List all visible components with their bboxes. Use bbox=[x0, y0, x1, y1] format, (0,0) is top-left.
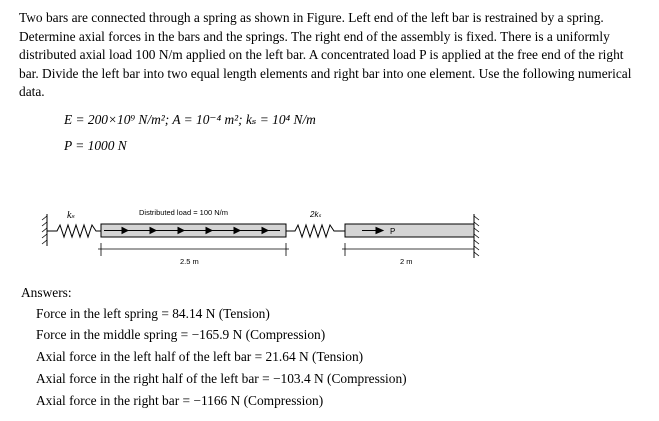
problem-text: Two bars are connected through a spring as shown in Figure. Left end of the left bar is restrained by a spring. Determine axial forces in the bars and the springs. The right end of the assembly is fixed. There is a uniformly distributed axial load 100 N/m applied on the left bar. A concentrated load P is applied at the free end of the right bar. Divide the left bar into two equal length elements and right bar into one element. Use the following numerical data. bbox=[19, 10, 632, 100]
left-bar-dimension-line bbox=[98, 243, 289, 256]
answers-heading: Answers: bbox=[21, 285, 72, 300]
right-bar-dimension-line bbox=[342, 243, 474, 256]
left-spring bbox=[47, 225, 101, 237]
right-wall bbox=[474, 214, 479, 258]
answer-line: Axial force in the right half of the left bar = −103.4 N (Compression) bbox=[36, 371, 407, 386]
equation-line-2: P = 1000 N bbox=[64, 138, 127, 153]
middle-spring bbox=[286, 225, 345, 237]
left-bar-length-label: 2.5 m bbox=[180, 257, 199, 266]
distributed-load-label: Distributed load = 100 N/m bbox=[139, 208, 229, 217]
answer-line: Force in the middle spring = −165.9 N (Compression) bbox=[36, 327, 326, 342]
answer-line: Axial force in the left half of the left bar = 21.64 N (Tension) bbox=[36, 349, 364, 364]
answer-line: Axial force in the right bar = −1166 N (Compression) bbox=[36, 393, 324, 408]
middle-spring-label: 2kₛ bbox=[310, 210, 322, 219]
right-bar-length-label: 2 m bbox=[400, 257, 413, 266]
answer-line: Force in the left spring = 84.14 N (Tension) bbox=[36, 306, 270, 321]
equation-line-1: E = 200×10⁹ N/m²; A = 10⁻⁴ m²; kₛ = 10⁴ N/m bbox=[64, 112, 316, 127]
left-wall bbox=[42, 214, 47, 246]
left-spring-label: kₛ bbox=[67, 210, 75, 221]
load-p-label: P bbox=[390, 227, 396, 236]
